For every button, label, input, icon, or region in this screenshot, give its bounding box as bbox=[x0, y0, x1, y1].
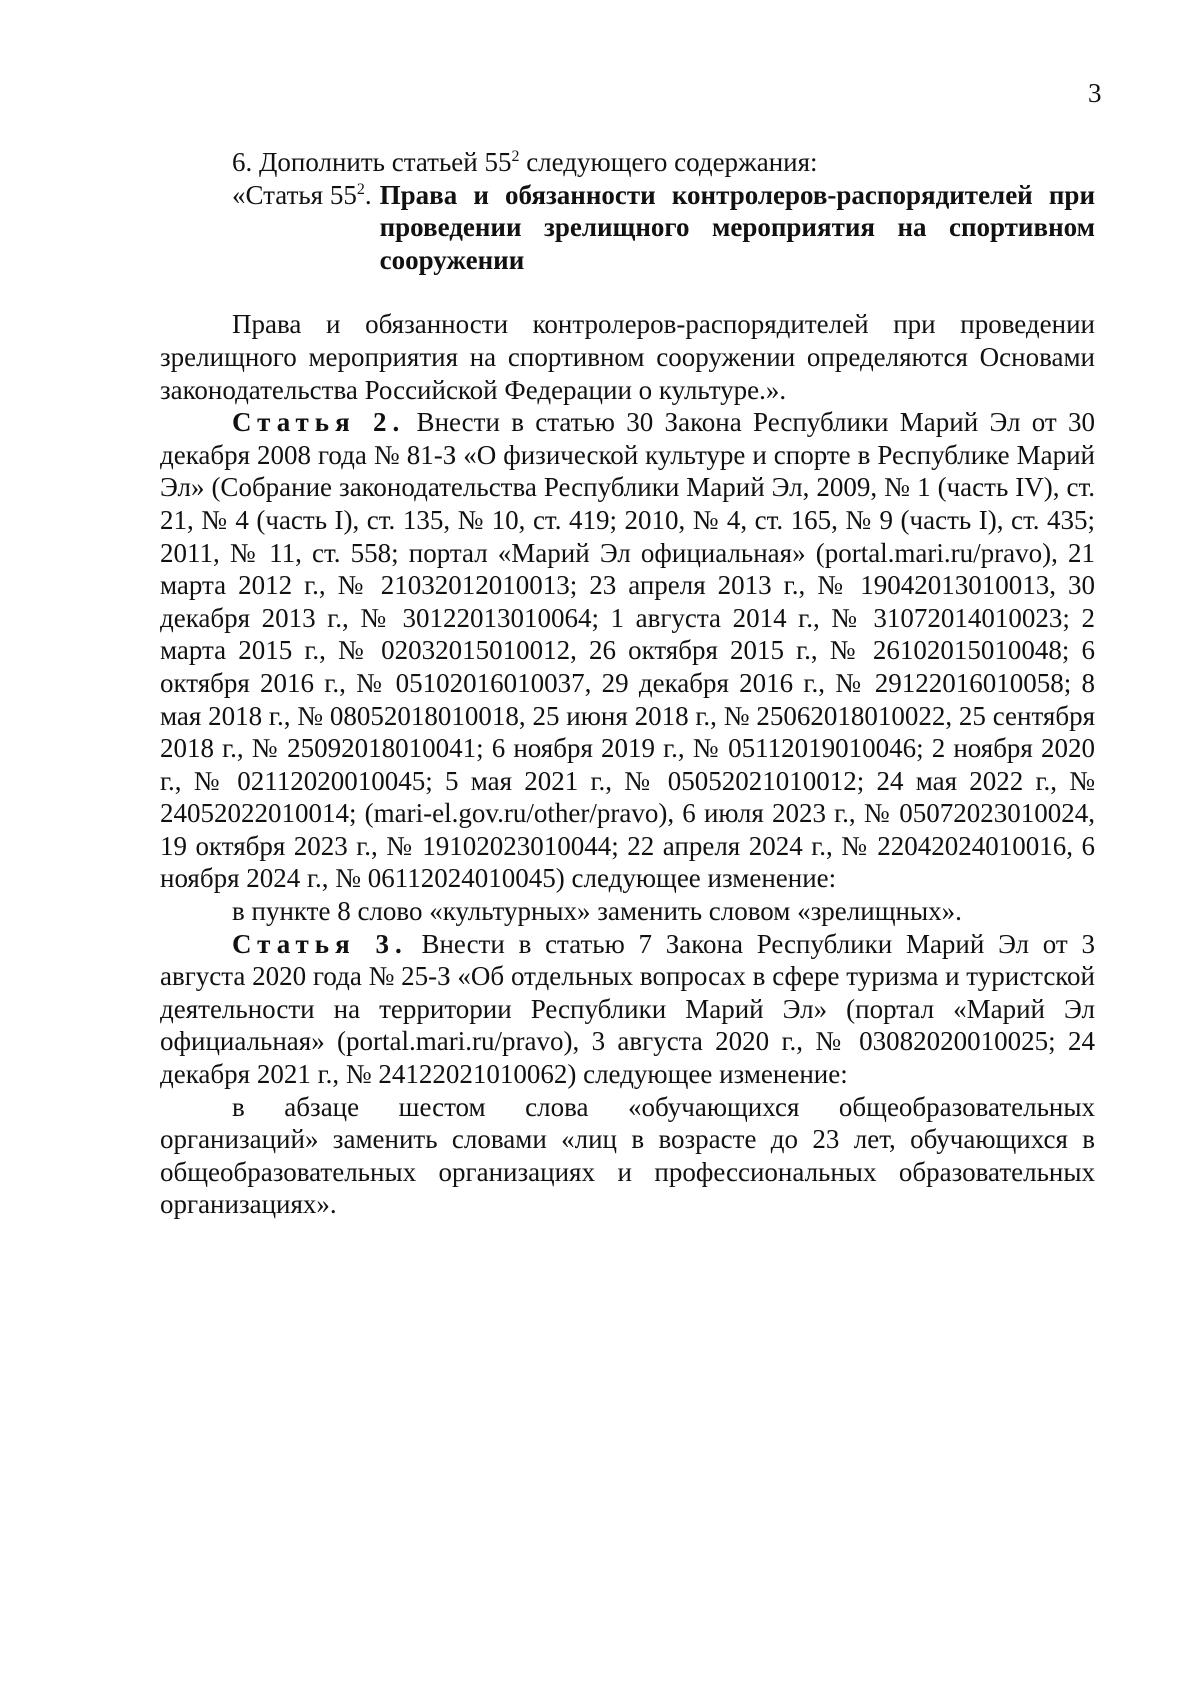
article-55-2-prefix-before: «Статья 55 bbox=[232, 179, 357, 210]
heading-spacer bbox=[160, 276, 1095, 308]
item-6-superscript: 2 bbox=[511, 148, 520, 165]
item-6-paragraph bbox=[160, 146, 1095, 179]
article-2-label: Статья 2. bbox=[232, 407, 406, 438]
article-3-text: Внести в статью 7 Закона Республики Марий Эл от 3 августа 2020 года № 25-З «Об отдельных вопросах в сфере туризма и туристской деятельности на территории Республики Марий Эл» (портал «Марий Эл официальная» (portal.mari.ru/pravo), 3 августа 2020 г., № 03082020010025; 24 декабря 2021 г., № 24122021010062) следующее изменение: bbox=[160, 928, 1095, 1090]
article-3-label: Статья 3. bbox=[232, 928, 408, 959]
article-55-2-prefix bbox=[160, 179, 372, 277]
article-55-2-prefix-superscript: 2 bbox=[356, 180, 365, 198]
item-6-text-after: следующего содержания: bbox=[519, 147, 818, 177]
article-55-2-body: Права и обязанности контролеров-распорядителей при проведении зрелищного мероприятия на спортивном сооружении определяются Основами законодательства Российской Федерации о культуре.». bbox=[160, 309, 1095, 405]
article-3-change: в абзаце шестом слова «обучающихся общеобразовательных организаций» заменить словами «лиц в возрасте до 23 лет, обучающихся в общеобразовательных организациях и профессиональных образовательных организациях». bbox=[160, 1091, 1095, 1220]
article-2-paragraph bbox=[160, 406, 1095, 895]
article-2-text: Внести в статью 30 Закона Республики Марий Эл от 30 декабря 2008 года № 81-З «О физической культуре и спорте в Республике Марий Эл» (Собрание законодательства Республики Марий Эл, 2009, № 1 (часть IV), ст. 21, № 4 (часть I), ст. 135, № 10, ст. 419; 2010, № 4, ст. 165, № 9 (часть I), ст. 435; 2011, № 11, ст. 558; портал «Марий Эл официальная» (portal.mari.ru/pravo), 21 марта 2012 г., № 21032012010013; 23 апреля 2013 г., № 19042013010013, 30 декабря 2013 г., № 30122013010064; 1 августа 2014 г., № 31072014010023; 2 марта 2015 г., № 02032015010012, 26 октября 2015 г., № 26102015010048; 6 октября 2016 г., № 05102016010037, 29 декабря 2016 г., № 29122016010058; 8 мая 2018 г., № 08052018010018, 25 июня 2018 г., № 25062018010022, 25 сентября 2018 г., № 25092018010041; 6 ноября 2019 г., № 05112019010046; 2 ноября 2020 г., № 02112020010045; 5 мая 2021 г., № 05052021010012; 24 мая 2022 г., № 24052022010014; (mari-el.gov.ru/other/pravo), 6 июля 2023 г., № 05072023010024, 19 октября 2023 г., № 19102023010044; 22 апреля 2024 г., № 22042024010016, 6 ноября 2024 г., № 06112024010045) следующее изменение: bbox=[160, 407, 1095, 894]
article-55-2-heading bbox=[160, 179, 1095, 277]
document-body bbox=[160, 146, 1095, 1221]
article-55-2-prefix-after: . bbox=[364, 179, 372, 210]
article-2-change: в пункте 8 слово «культурных» заменить словом «зрелищных». bbox=[232, 896, 962, 927]
item-6-text-before: 6. Дополнить статьей 55 bbox=[232, 147, 512, 177]
article-55-2-title: Права и обязанности контролеров-распорядителей при проведении зрелищного мероприятия на спортивном сооружении bbox=[379, 179, 1095, 275]
article-3-paragraph bbox=[160, 928, 1095, 1091]
page-number: 3 bbox=[1088, 78, 1102, 108]
